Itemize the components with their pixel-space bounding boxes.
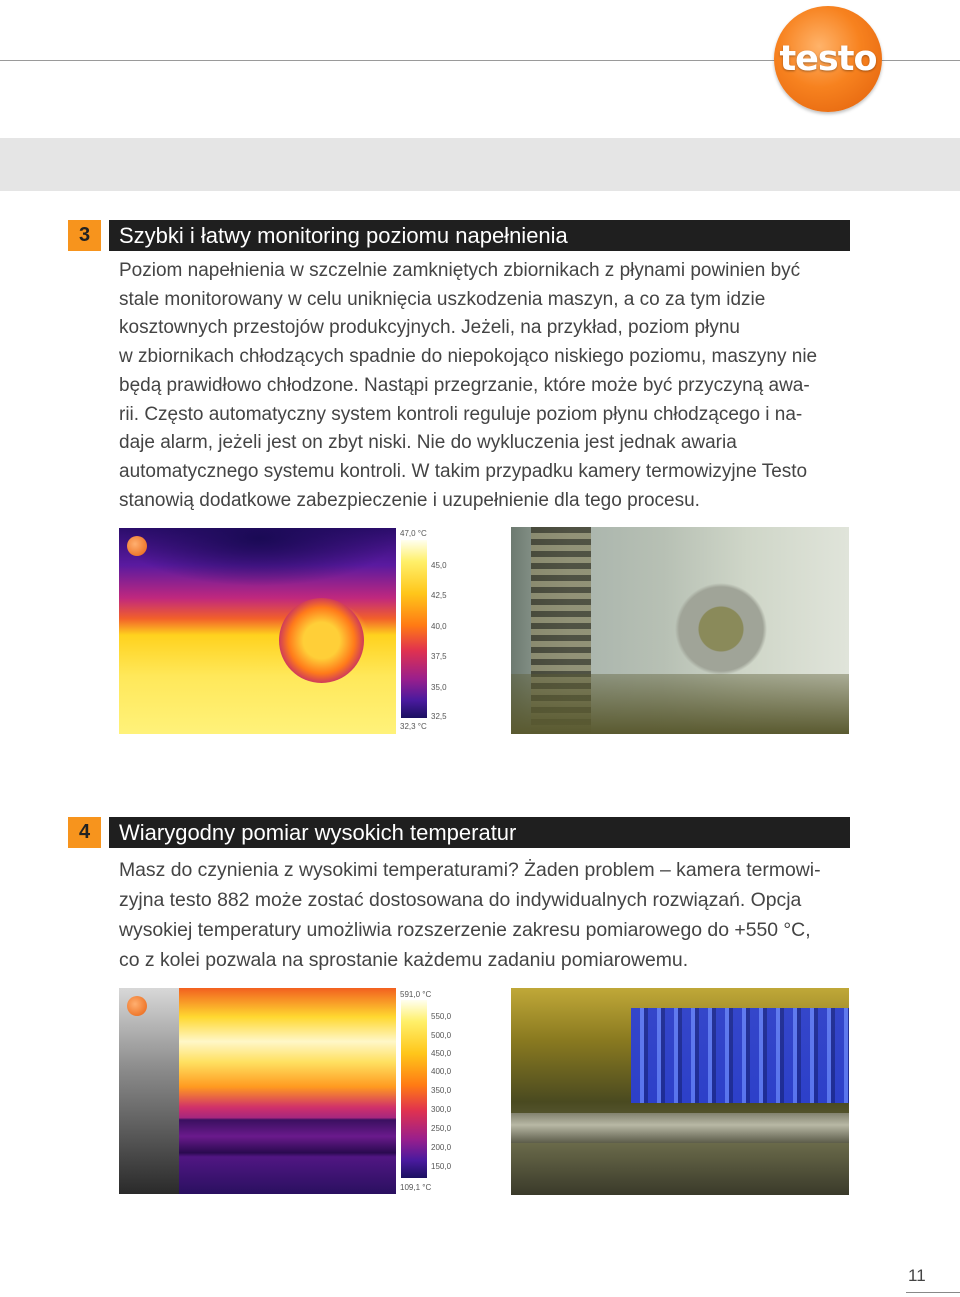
thermal-cold-zone — [119, 988, 179, 1194]
paragraph-line: daje alarm, jeżeli jest on zbyt niski. Nie do wykluczenia jest jednak awaria — [119, 432, 737, 454]
scale-label: 45,0 — [431, 561, 447, 570]
testo-logo — [774, 6, 882, 112]
scale-label: 32,5 — [431, 712, 447, 721]
photo-floor — [511, 674, 849, 734]
scale-label: 47,0 °C — [400, 529, 427, 538]
camera-logo-icon — [127, 536, 147, 556]
scale-label: 300,0 — [431, 1105, 452, 1114]
scale-label: 32,3 °C — [400, 722, 427, 731]
scale-label: 200,0 — [431, 1143, 452, 1152]
section-3-number: 3 — [68, 220, 101, 251]
logo-text: testo — [779, 39, 877, 79]
scale-label: 400,0 — [431, 1067, 452, 1076]
paragraph-line: zyjna testo 882 może zostać dostosowana do indywidualnych rozwiązań. Opcja — [119, 889, 802, 911]
scale-label: 150,0 — [431, 1162, 452, 1171]
section-4-paragraph — [119, 855, 859, 975]
scale-label: 450,0 — [431, 1049, 452, 1058]
thermal-flange — [279, 598, 364, 683]
paragraph-line: w zbiornikach chłodzących spadnie do niepokojąco niskiego poziomu, maszyny nie — [119, 346, 818, 368]
scale-label: 550,0 — [431, 1012, 452, 1021]
thermal-image-furnace — [119, 988, 396, 1194]
temperature-scale-bar — [401, 540, 427, 718]
temperature-scale-bar — [401, 1000, 427, 1178]
photo-glass-production — [511, 988, 849, 1195]
paragraph-line: rii. Często automatyczny system kontroli reguluje poziom płynu chłodzącego i na- — [119, 403, 803, 425]
paragraph-line: stale monitorowany w celu uniknięcia uszkodzenia maszyn, a co za tym idzie — [119, 288, 766, 310]
scale-label: 40,0 — [431, 622, 447, 631]
paragraph-line: będą prawidłowo chłodzone. Nastąpi przegrzanie, które może być przyczyną awa- — [119, 374, 810, 396]
paragraph-line: Poziom napełnienia w szczelnie zamkniętych zbiornikach z płynami powinien być — [119, 260, 801, 281]
header-band — [0, 138, 960, 191]
scale-label: 35,0 — [431, 683, 447, 692]
thermal-image-tank — [119, 528, 396, 734]
scale-label: 109,1 °C — [400, 1183, 432, 1192]
paragraph-line: wysokiej temperatury umożliwia rozszerzenie zakresu pomiarowego do +550 °C, — [119, 919, 811, 941]
scale-label: 42,5 — [431, 591, 447, 600]
page-number: 11 — [908, 1266, 926, 1285]
page-number-rule — [906, 1292, 960, 1293]
camera-logo-icon — [127, 996, 147, 1016]
scale-label: 250,0 — [431, 1124, 452, 1133]
section-3-title: Szybki i łatwy monitoring poziomu napełnienia — [109, 220, 850, 251]
paragraph-line: stanowią dodatkowe zabezpieczenie i uzupełnienie dla tego procesu. — [119, 489, 700, 511]
photo-tank — [511, 527, 849, 734]
scale-label: 500,0 — [431, 1031, 452, 1040]
paragraph-line: co z kolei pozwala na sprostanie każdemu zadaniu pomiarowemu. — [119, 949, 689, 971]
section-4-title: Wiarygodny pomiar wysokich temperatur — [109, 817, 850, 848]
section-4-number: 4 — [68, 817, 101, 848]
scale-label: 591,0 °C — [400, 990, 432, 999]
paragraph-line: kosztownych przestojów produkcyjnych. Jeżeli, na przykład, poziom płynu — [119, 317, 740, 339]
paragraph-line: automatycznego systemu kontroli. W takim przypadku kamery termowizyjne Testo — [119, 460, 808, 482]
scale-label: 37,5 — [431, 652, 447, 661]
paragraph-line: Masz do czynienia z wysokimi temperaturami? Żaden problem – kamera termowi- — [119, 859, 821, 881]
photo-bottles — [631, 1008, 849, 1103]
photo-roller — [511, 1113, 849, 1143]
scale-label: 350,0 — [431, 1086, 452, 1095]
section-3-paragraph — [119, 257, 859, 515]
